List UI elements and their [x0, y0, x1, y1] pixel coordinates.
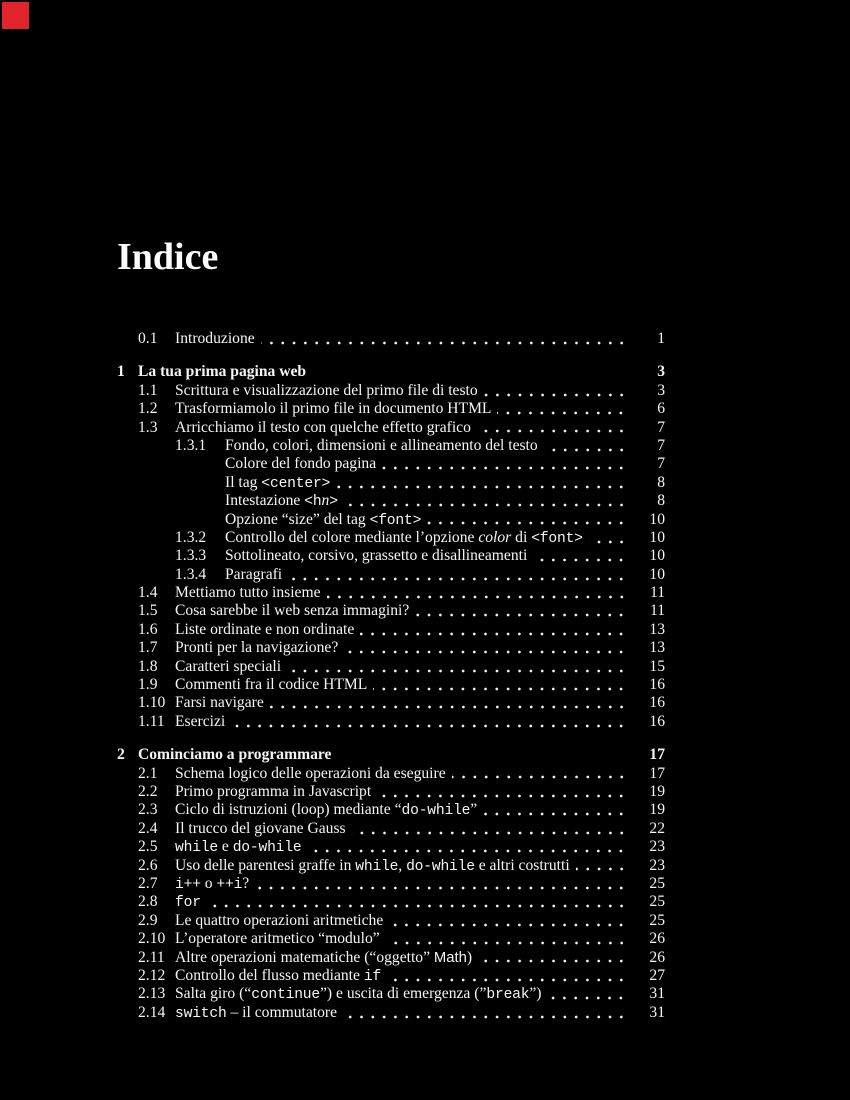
- entry-label-segment: Fondo, colori, dimensioni e allineamento del testo: [225, 436, 538, 454]
- entry-number: 2.4: [138, 819, 158, 837]
- entry-label: [175, 857, 570, 876]
- entry-label-segment: ”) e uscita di emergenza (”: [319, 985, 487, 1003]
- entry-label-segment: di: [511, 528, 532, 546]
- entry-label-segment: do-while: [406, 858, 475, 875]
- entry-label-segment: Le quattro operazioni aritmetiche: [175, 911, 384, 929]
- entry-label-segment: Cosa sarebbe il web senza immagini?: [175, 602, 410, 620]
- entry-label: [175, 694, 264, 712]
- toc-entry-p7[interactable]: [117, 474, 665, 492]
- entry-label-segment: for: [175, 895, 201, 912]
- toc-entry-2.8[interactable]: [117, 893, 665, 911]
- entry-page-number: 19: [649, 782, 665, 800]
- entry-label: [225, 455, 376, 473]
- toc-entry-1.11[interactable]: [117, 713, 665, 731]
- toc-entry-1.1[interactable]: [117, 382, 665, 400]
- entry-page-number: 26: [649, 930, 665, 948]
- toc-entry-1.6[interactable]: [117, 621, 665, 639]
- entry-page-number: 25: [649, 911, 665, 929]
- entry-label: [175, 783, 371, 801]
- entry-label: [175, 930, 380, 948]
- entry-number: 1.5: [138, 602, 158, 620]
- entry-label: [175, 801, 477, 820]
- entry-label-segment: if: [363, 968, 382, 985]
- entry-label: [175, 713, 225, 731]
- red-square-marker: [2, 2, 29, 29]
- entry-label-segment: do-while: [232, 840, 302, 857]
- entry-label: [175, 639, 338, 657]
- entry-number: 2.7: [138, 874, 158, 892]
- entry-label: [175, 949, 472, 967]
- entry-label-segment: <font>: [531, 530, 583, 547]
- dot-leader: [589, 540, 627, 544]
- toc-entry-1.8[interactable]: [117, 658, 665, 676]
- entry-label-segment: – il commutatore: [226, 1003, 338, 1021]
- entry-label: [175, 658, 281, 676]
- entry-label: [175, 330, 255, 348]
- entry-label: [175, 382, 478, 400]
- dot-leader: [344, 650, 627, 654]
- entry-label: [225, 437, 538, 455]
- dot-leader: [288, 577, 627, 581]
- dot-leader: [307, 849, 627, 853]
- entry-label-segment: break: [486, 987, 530, 1004]
- entry-label-segment: Ciclo di istruzioni (loop) mediante “: [175, 801, 402, 819]
- toc-entry-2.5[interactable]: [117, 838, 665, 856]
- entry-label-segment: ?: [242, 874, 250, 892]
- toc-entry-1.4[interactable]: [117, 584, 665, 602]
- entry-page-number: 31: [649, 985, 665, 1003]
- entry-page-number: 1: [657, 330, 665, 347]
- entry-page-number: 10: [649, 547, 665, 565]
- entry-label-segment: Il tag: [225, 473, 262, 491]
- dot-leader: [387, 978, 627, 982]
- entry-number: 0.1: [138, 330, 158, 347]
- toc-entry-1.7[interactable]: [117, 639, 665, 657]
- toc-entry-2.11[interactable]: [117, 949, 665, 967]
- entry-label-segment: Mettiamo tutto insieme: [175, 584, 321, 602]
- entry-page-number: 11: [649, 584, 665, 602]
- entry-label: [225, 547, 527, 565]
- entry-label: [225, 511, 421, 530]
- toc-entry-p6[interactable]: [117, 455, 665, 473]
- entry-label-segment: Math: [433, 949, 467, 966]
- entry-number: 2.3: [138, 801, 158, 819]
- entry-label: [225, 529, 583, 548]
- entry-label-segment: while: [175, 840, 218, 857]
- entry-label-segment: ”): [529, 985, 542, 1003]
- toc-entry-1.3.3[interactable]: [117, 547, 665, 565]
- entry-number: 1.9: [138, 676, 158, 694]
- entry-label-segment: ”: [470, 801, 478, 819]
- entry-label-segment: Trasformiamolo il primo file in documento HTML: [175, 400, 492, 418]
- dot-leader: [478, 959, 627, 963]
- entry-number: 1.2: [138, 400, 158, 418]
- entry-label: [175, 893, 201, 912]
- dot-leader: [389, 923, 627, 927]
- entry-page-number: 8: [657, 473, 665, 491]
- entry-number: 1.8: [138, 657, 158, 675]
- entry-label-segment: Controllo del flusso mediante: [175, 966, 364, 984]
- toc-entry-1[interactable]: [117, 363, 665, 381]
- entry-label-segment: <font>: [369, 512, 422, 529]
- dot-leader: [207, 904, 627, 908]
- entry-page-number: 23: [649, 856, 665, 874]
- entry-label: [175, 419, 471, 437]
- entry-label-segment: <h: [304, 494, 322, 511]
- entry-label-segment: color: [478, 528, 512, 546]
- entry-label: [175, 838, 301, 857]
- entry-number: 1.3.4: [175, 565, 207, 583]
- entry-number: 2.13: [138, 985, 166, 1003]
- dot-leader: [544, 448, 627, 452]
- dot-leader: [452, 775, 627, 779]
- toc-entry-1.3.4[interactable]: [117, 566, 665, 584]
- entry-page-number: 3: [657, 381, 665, 399]
- table-of-contents: [117, 330, 665, 1022]
- entry-page-number: 11: [649, 602, 665, 620]
- toc-entry-2.3[interactable]: [117, 801, 665, 819]
- entry-label-segment: La tua prima pagina web: [138, 363, 307, 381]
- toc-entry-2.1[interactable]: [117, 765, 665, 783]
- entry-label: [225, 474, 330, 493]
- toc-entry-2.12[interactable]: [117, 967, 665, 985]
- entry-label-segment: ): [466, 948, 473, 966]
- entry-label: [138, 363, 306, 381]
- entry-number: 1.3.3: [175, 547, 207, 565]
- entry-label-segment: Altre operazioni matematiche (“oggetto”: [175, 948, 434, 966]
- entry-number: 2.8: [138, 893, 158, 911]
- entry-label-segment: n: [321, 492, 330, 510]
- entry-page-number: 23: [649, 838, 665, 856]
- entry-label-segment: Intestazione: [225, 492, 305, 510]
- entry-page-number: 7: [657, 455, 665, 473]
- entry-label-segment: i++: [175, 876, 201, 893]
- entry-page-number: 15: [649, 657, 665, 675]
- toc-entry-2.6[interactable]: [117, 857, 665, 875]
- entry-page-number: 3: [657, 363, 665, 381]
- entry-number: 1.10: [138, 694, 166, 712]
- entry-number: 2.11: [138, 948, 165, 966]
- dot-leader: [415, 613, 627, 617]
- dot-leader: [427, 521, 627, 525]
- entry-number: 1.3.2: [175, 528, 207, 546]
- entry-page-number: 17: [649, 746, 665, 764]
- entry-label-segment: Opzione “size” del tag: [225, 510, 370, 528]
- dot-leader: [352, 831, 627, 835]
- entry-number: 1: [117, 363, 125, 381]
- entry-page-number: 13: [649, 620, 665, 638]
- entry-page-number: 25: [649, 893, 665, 911]
- entry-label-segment: Scrittura e visualizzazione del primo file di testo: [175, 381, 478, 399]
- dot-leader: [255, 886, 627, 890]
- toc-entry-2.7[interactable]: [117, 875, 665, 893]
- dot-leader: [497, 411, 627, 415]
- entry-number: 1.1: [138, 381, 158, 399]
- entry-number: 1.7: [138, 639, 158, 657]
- toc-entry-1.5[interactable]: [117, 602, 665, 620]
- entry-label: [175, 1004, 337, 1023]
- entry-label-segment: ++i: [216, 876, 243, 893]
- dot-leader: [386, 941, 627, 945]
- entry-label: [225, 492, 338, 511]
- entry-page-number: 19: [649, 801, 665, 819]
- dot-leader: [231, 724, 627, 728]
- entry-page-number: 7: [657, 436, 665, 454]
- entry-label-segment: Liste ordinate e non ordinate: [175, 620, 355, 638]
- toc-entry-1.3.2[interactable]: [117, 529, 665, 547]
- entry-number: 2.5: [138, 838, 158, 856]
- toc-entry-1.3[interactable]: [117, 419, 665, 437]
- dot-leader: [377, 794, 627, 798]
- dot-leader: [336, 485, 627, 489]
- entry-number: 2.14: [138, 1003, 166, 1021]
- dot-leader: [373, 687, 627, 691]
- entry-number: 1.3: [138, 418, 158, 436]
- entry-page-number: 13: [649, 639, 665, 657]
- entry-label: [175, 985, 541, 1004]
- entry-label-segment: do-while: [401, 803, 471, 820]
- toc-entry-2[interactable]: [117, 746, 665, 764]
- entry-number: 1.4: [138, 584, 158, 602]
- toc-entry-2.9[interactable]: [117, 912, 665, 930]
- entry-label-segment: L’operatore aritmetico “modulo”: [175, 930, 380, 948]
- entry-label-segment: Primo programma in Javascript: [175, 782, 372, 800]
- entry-label-segment: Colore del fondo pagina: [225, 455, 377, 473]
- entry-label: [175, 820, 346, 838]
- entry-label: [175, 584, 321, 602]
- entry-number: 2.9: [138, 911, 158, 929]
- toc-entry-2.14[interactable]: [117, 1004, 665, 1022]
- entry-label: [225, 566, 282, 584]
- entry-label-segment: >: [329, 494, 338, 511]
- toc-entry-1.3.1[interactable]: [117, 437, 665, 455]
- entry-page-number: 25: [649, 874, 665, 892]
- entry-page-number: 22: [649, 819, 665, 837]
- dot-leader: [287, 669, 627, 673]
- entry-label-segment: Schema logico delle operazioni da eseguire: [175, 764, 446, 782]
- entry-label: [175, 912, 383, 930]
- toc-entry-p8[interactable]: [117, 492, 665, 510]
- dot-leader: [344, 503, 627, 507]
- entry-label-segment: Il trucco del giovane Gauss: [175, 819, 346, 837]
- entry-label-segment: continue: [251, 987, 320, 1004]
- entry-page-number: 6: [657, 400, 665, 418]
- entry-label-segment: e altri costrutti: [474, 856, 570, 874]
- entry-label: [138, 746, 331, 764]
- entry-label-segment: Caratteri speciali: [175, 657, 282, 675]
- entry-label-segment: Arricchiamo il testo con quelche effetto grafico: [175, 418, 471, 436]
- entry-page-number: 27: [649, 966, 665, 984]
- toc-entry-2.13[interactable]: [117, 985, 665, 1003]
- toc-entry-p9[interactable]: [117, 511, 665, 529]
- toc-entry-1.2[interactable]: [117, 400, 665, 418]
- entry-number: 1.11: [138, 712, 165, 730]
- toc-entry-2.10[interactable]: [117, 930, 665, 948]
- dot-leader: [576, 867, 627, 871]
- dot-leader: [477, 429, 627, 433]
- entry-page-number: 17: [649, 764, 665, 782]
- entry-label-segment: Controllo del colore mediante l’opzione: [225, 528, 479, 546]
- entry-page-number: 10: [649, 510, 665, 528]
- entry-label-segment: Salta giro (“: [175, 985, 252, 1003]
- dot-leader: [533, 558, 627, 562]
- dot-leader: [547, 996, 627, 1000]
- entry-label-segment: Cominciamo a programmare: [138, 746, 332, 764]
- entry-label-segment: Esercizi: [175, 712, 226, 730]
- entry-number: 2.6: [138, 856, 158, 874]
- entry-number: 2.1: [138, 764, 158, 782]
- entry-label-segment: Introduzione: [175, 330, 255, 347]
- entry-label-segment: while: [355, 858, 399, 875]
- toc-entry-2.4[interactable]: [117, 820, 665, 838]
- entry-label-segment: o: [200, 874, 217, 892]
- entry-number: 2: [117, 746, 125, 764]
- entry-label-segment: Pronti per la navigazione?: [175, 639, 339, 657]
- entry-label-segment: Farsi navigare: [175, 694, 264, 712]
- entry-label: [175, 765, 446, 783]
- entry-label: [175, 400, 491, 418]
- toc-entry-1.9[interactable]: [117, 676, 665, 694]
- dot-leader: [483, 812, 627, 816]
- entry-page-number: 7: [657, 418, 665, 436]
- entry-label-segment: Paragrafi: [225, 565, 283, 583]
- dot-leader: [327, 595, 627, 599]
- entry-label: [175, 621, 354, 639]
- entry-number: 2.12: [138, 966, 166, 984]
- entry-page-number: 26: [649, 948, 665, 966]
- entry-number: 1.6: [138, 620, 158, 638]
- entry-label-segment: Uso delle parentesi graffe in: [175, 856, 356, 874]
- entry-label-segment: <center>: [261, 475, 331, 492]
- entry-number: 1.3.1: [175, 436, 207, 454]
- entry-number: 2.2: [138, 782, 158, 800]
- entry-page-number: 31: [649, 1003, 665, 1021]
- toc-entry-1.10[interactable]: [117, 694, 665, 712]
- entry-label: [175, 602, 409, 620]
- toc-entry-0.1[interactable]: [117, 330, 665, 348]
- entry-label-segment: switch: [175, 1005, 227, 1022]
- dot-leader: [484, 393, 627, 397]
- entry-label-segment: ,: [398, 856, 407, 874]
- entry-label: [175, 967, 381, 986]
- entry-page-number: 10: [649, 528, 665, 546]
- dot-leader: [382, 466, 627, 470]
- entry-page-number: 16: [649, 694, 665, 712]
- toc-entry-2.2[interactable]: [117, 783, 665, 801]
- entry-label-segment: Sottolineato, corsivo, grassetto e disallineamenti: [225, 547, 528, 565]
- entry-number: 2.10: [138, 930, 166, 948]
- entry-label: [175, 875, 249, 894]
- entry-label-segment: Commenti fra il codice HTML: [175, 676, 368, 694]
- entry-label: [175, 676, 367, 694]
- entry-label-segment: e: [217, 838, 233, 856]
- dot-leader: [261, 341, 627, 345]
- entry-page-number: 8: [657, 492, 665, 510]
- entry-page-number: 16: [649, 676, 665, 694]
- page-title: Indice: [117, 236, 219, 278]
- entry-page-number: 10: [649, 565, 665, 583]
- dot-leader: [343, 1015, 627, 1019]
- dot-leader: [360, 632, 627, 636]
- dot-leader: [270, 705, 627, 709]
- entry-page-number: 16: [649, 712, 665, 730]
